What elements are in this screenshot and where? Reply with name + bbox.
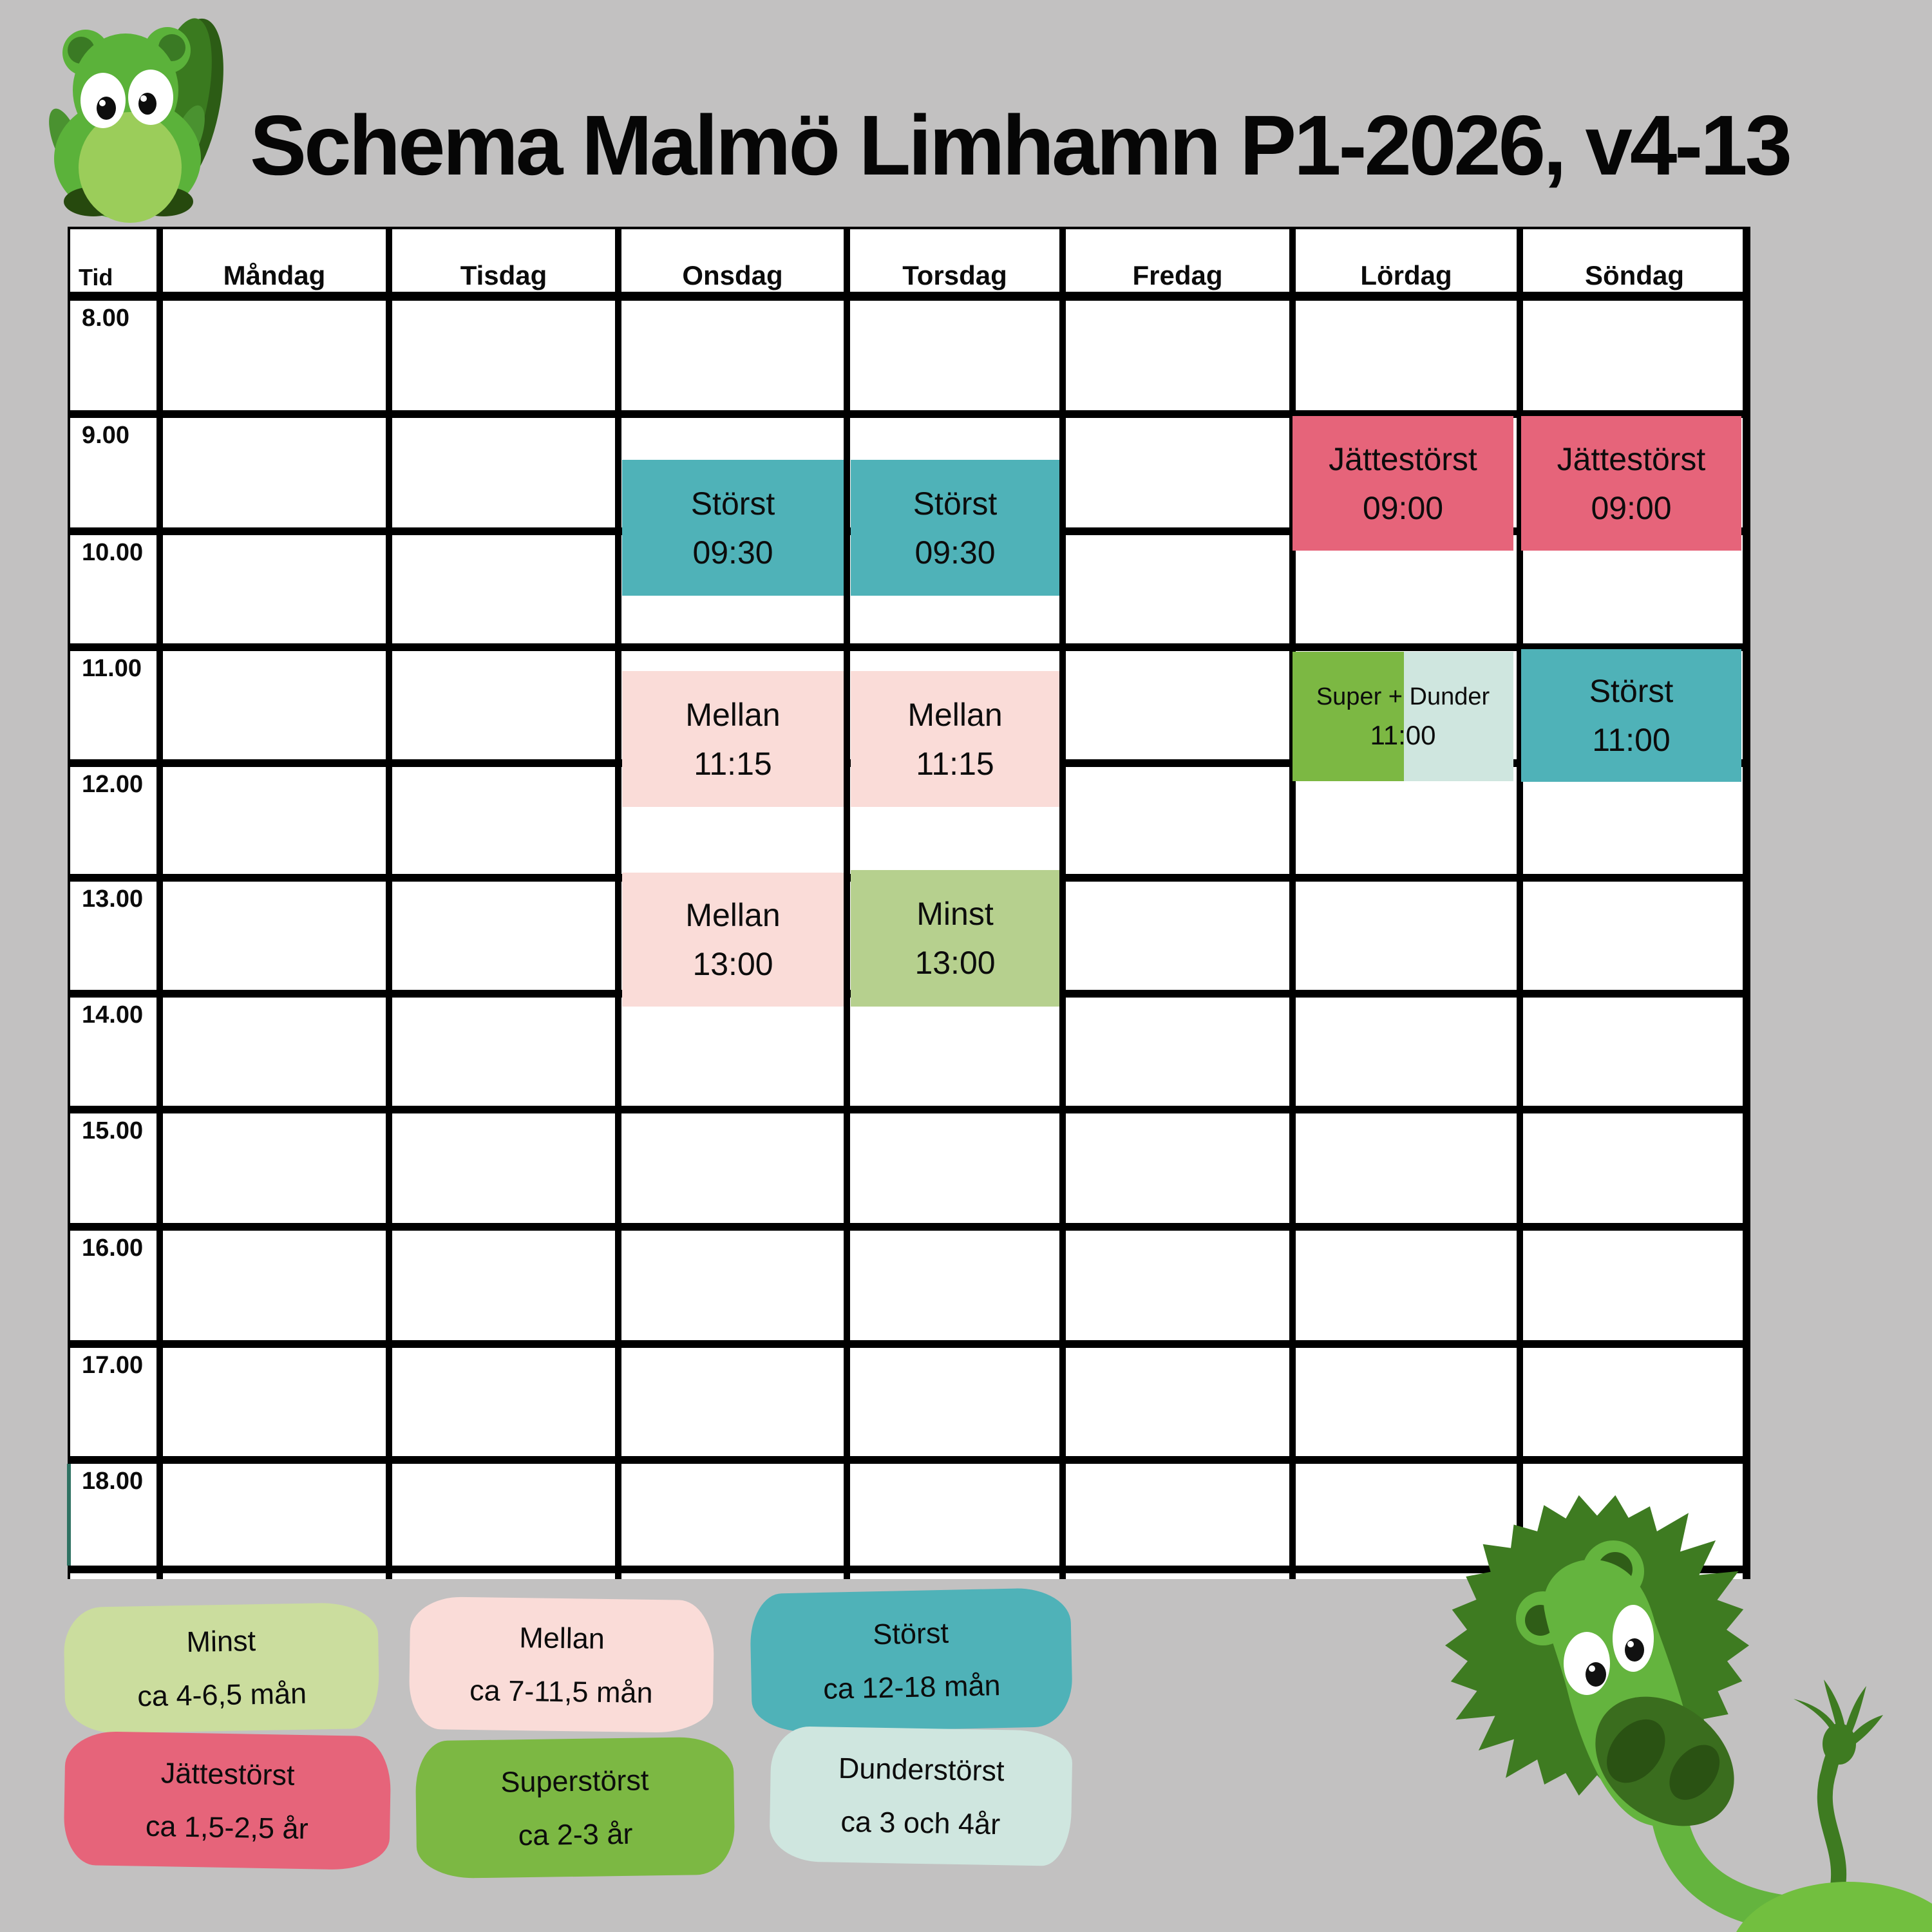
time-label: 17.00 [82, 1352, 144, 1379]
time-label: 11.00 [82, 655, 142, 682]
grid-line [844, 227, 850, 1579]
event-block-torsdag-storst: Störst 09:30 [851, 460, 1059, 596]
column-header-day: Söndag [1585, 260, 1684, 290]
lion-mascot-icon [1443, 1488, 1932, 1932]
grid-line [68, 1223, 1750, 1231]
legend-item-superstorst: Superstörst ca 2-3 år [415, 1737, 735, 1879]
event-block-sondag-jattestorst: Jättestörst 09:00 [1521, 416, 1741, 551]
time-label: 8.00 [82, 305, 129, 332]
grid-line [68, 1106, 1750, 1113]
event-block-onsdag-mellan-1115: Mellan 11:15 [622, 671, 844, 807]
column-header-day: Onsdag [682, 260, 783, 290]
column-header-tid: Tid [79, 264, 113, 290]
grid-line [386, 227, 392, 1579]
legend-item-storst: Störst ca 12-18 mån [750, 1587, 1073, 1733]
legend-item-dunderstorst: Dunderstörst ca 3 och 4år [769, 1726, 1073, 1866]
time-label: 18.00 [82, 1468, 144, 1495]
column-header-day: Fredag [1132, 260, 1223, 290]
legend-item-jattestorst: Jättestörst ca 1,5-2,5 år [63, 1731, 392, 1871]
grid-line [68, 643, 1750, 651]
event-block-sondag-storst-1100: Störst 11:00 [1521, 649, 1741, 782]
column-header-day: Måndag [223, 260, 326, 290]
time-label: 14.00 [82, 1001, 144, 1028]
lion-tail-tuft [1794, 1680, 1883, 1765]
time-label: 15.00 [82, 1117, 144, 1144]
legend-item-mellan: Mellan ca 7-11,5 mån [409, 1596, 715, 1734]
event-block-lordag-super-dunder: Super + Dunder 11:00 [1293, 652, 1513, 781]
event-block-lordag-jattestorst: Jättestörst 09:00 [1293, 416, 1513, 551]
grid-line [615, 227, 621, 1579]
time-label: 16.00 [82, 1235, 144, 1262]
scan-artifact [67, 1464, 71, 1566]
grid-line [1743, 227, 1750, 1579]
page-title: Schema Malmö Limhamn P1-2026, v4-13 [250, 98, 1790, 193]
grid-line [156, 227, 163, 1579]
time-label: 12.00 [82, 771, 144, 798]
grid-line [68, 227, 1750, 229]
grid-line [68, 1340, 1750, 1348]
time-label: 9.00 [82, 422, 129, 449]
event-block-onsdag-mellan-1300: Mellan 13:00 [622, 873, 844, 1007]
beaver-mascot-icon [19, 5, 235, 218]
grid-line [68, 1456, 1750, 1464]
column-header-day: Tisdag [460, 260, 547, 290]
column-header-day: Torsdag [902, 260, 1007, 290]
event-block-onsdag-storst: Störst 09:30 [622, 460, 844, 596]
legend-item-minst: Minst ca 4-6,5 mån [63, 1602, 379, 1734]
time-label: 10.00 [82, 539, 144, 566]
event-block-torsdag-minst-1300: Minst 13:00 [851, 870, 1059, 1007]
grid-line [68, 227, 70, 1579]
time-label: 13.00 [82, 886, 144, 913]
grid-line [68, 292, 1750, 301]
event-block-torsdag-mellan-1115: Mellan 11:15 [851, 671, 1059, 807]
column-header-day: Lördag [1360, 260, 1452, 290]
grid-line [1059, 227, 1066, 1579]
